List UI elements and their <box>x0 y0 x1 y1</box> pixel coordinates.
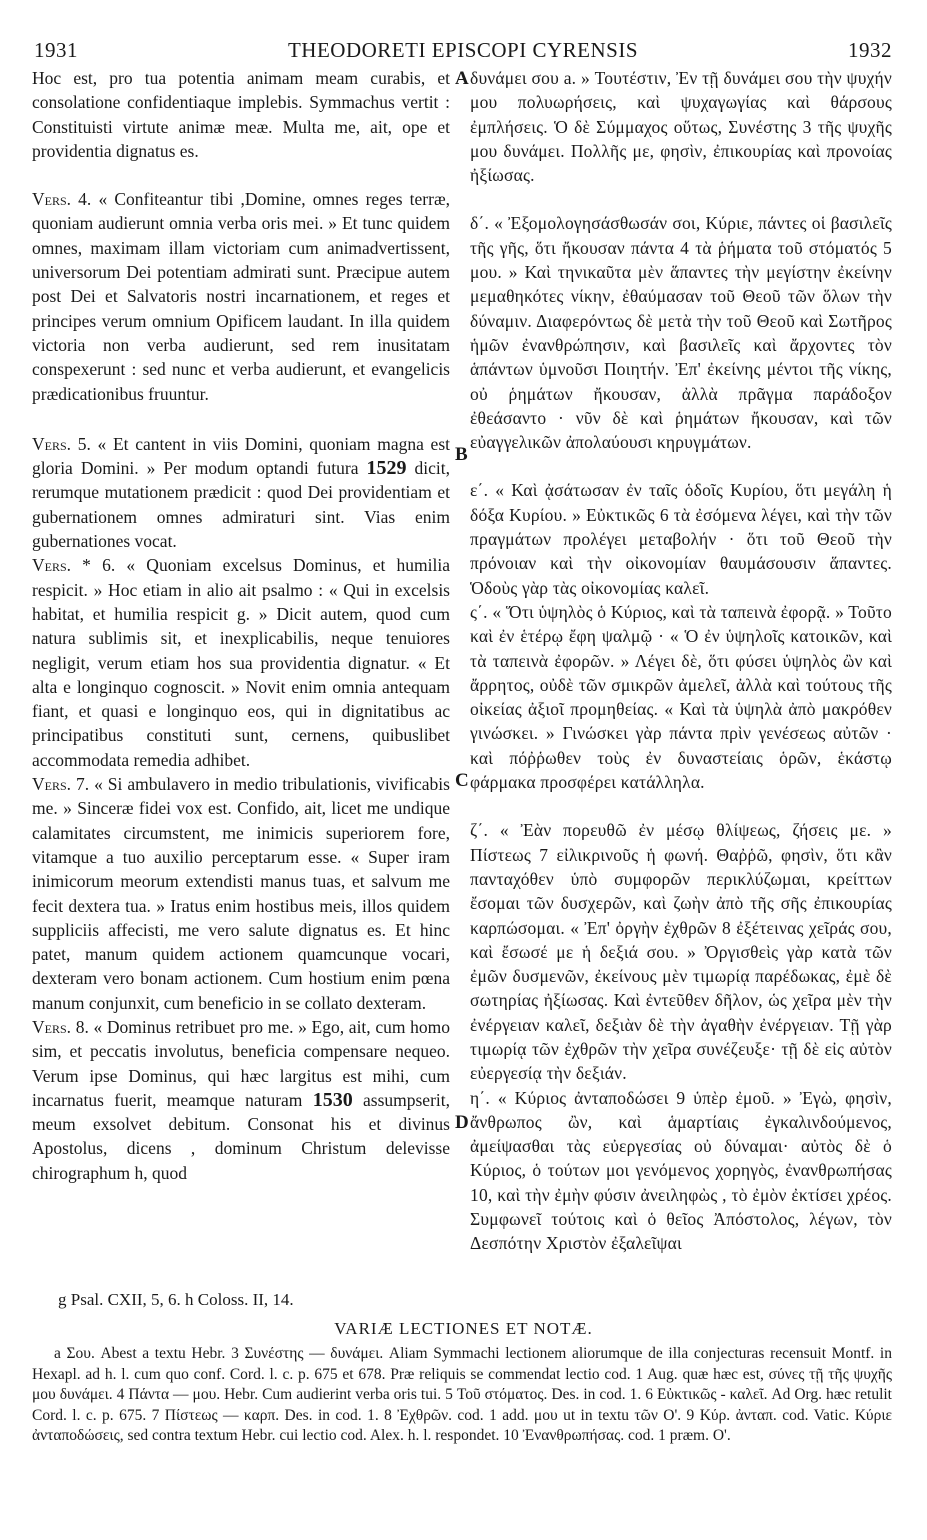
verse-label: Vers. 4. <box>32 189 92 210</box>
column-number: 1530 <box>312 1088 353 1111</box>
greek-column <box>470 66 892 1256</box>
verse-text: « Si ambulavero in medio tribulationis, vivificabis me. » Sinceræ fidei vox est. Confido, ait, licet me undique calamitates circumstent, me inimicis superiorem fore, vitamque a tuo auxilio perceptarum esse. « Super iram inimicorum meorum extendisti manus tuas, et salvum me fecit dextera tua. » Iratus enim hostibus meis, illos quidem suppliciis affecisti, me vero salute dignatus es. Et hinc patet, manum quidem actionem quamcunque vocari, dexteram vero bonam actionem. Cum hostium enim pœna manum conjunxit, cum beneficio in se collato dexteram. <box>32 774 450 1013</box>
verse-label: Vers. 8. <box>32 1016 89 1037</box>
verse-label: Vers. 7. <box>32 774 90 795</box>
latin-verse-7 <box>32 772 450 1015</box>
margin-marker-d: D <box>455 1112 469 1133</box>
verse-label: Vers. 5. <box>32 433 91 454</box>
page-header <box>34 38 892 68</box>
verse-text: « Confiteantur tibi ,Domine, omnes reges terræ, quoniam audierunt omnia verba oris mei. » Et tunc quidem omnes, maximam illam victoriam cum animadvertissent, universorum Dei potentiam admirati sunt. Præcipue autem post Dei et Salvatoris nostri incarnationem, et reges et principes verum omnium Opificem laudant. In illa quidem victoria non verba audierunt, sed rem inusitatam conspexerunt : sed nunc et verba audierunt, et evangelicis prædicationibus fruuntur. <box>32 189 451 404</box>
verse-text: dicit, rerumque mutationem prædicit : quod Dei providentiam et gubernationem omnes admiraturi sint. Vias enim gubernationes vocat. <box>32 458 451 552</box>
latin-verse-5 <box>32 432 450 553</box>
latin-paragraph: Hoc est, pro tua potentia animam meam curabis, et consolatione confidentiaque implebis. Symmachus vertit : Constituisti virtute animæ meæ. Multa me, ait, ope et providentia dignatus es. <box>32 68 450 161</box>
notes-text: a Σου. Abest a textu Hebr. 3 Συνέστης — δυνάμει. Aliam Symmachi lectionem aliorumque de illa conjecturas recensuit Montf. in Hexapl. ad h. l. cum quo conf. Cord. l. c. p. 675 et 678. Præ reliquis se commendat lectio cod. 1 Aug. quæ hæc est, σύνες τῇ τῆς ψυχῆς μου δυνάμει. 4 Πάντα — μου. Hebr. Cum audierint verba oris tui. 5 Τοῦ στόματος. Des. in cod. 1. 6 Εὐκτικῶς - καλεῖ. Ad Org. hæc retulit Cord. l. c. p. 675. 7 Πίστεως — καρπ. Des. in cod. 1. 8 Ἐχθρῶν. cod. 1 add. μου ut in textu τῶν O'. 9 Κύρ. ἀνταπ. cod. Vatic. Κύριε ἀνταποδώσεις, sed contra textum Hebr. cui lectio cod. Alex. h. l. respondet. 10 Ἐνανθρωπήσας. cod. 1 præm. O'. <box>32 1345 892 1444</box>
latin-column <box>32 66 450 1185</box>
margin-marker-b: B <box>455 444 468 465</box>
running-title: THEODORETI EPISCOPI CYRENSIS <box>287 38 639 62</box>
greek-verse-6: ς΄. « Ὅτι ὑψηλὸς ὁ Κύριος, καὶ τὰ ταπεινὰ ἐφορᾷ. » Τοῦτο καὶ ἐν ἑτέρῳ ἔφη ψαλμῷ · « Ὁ ἐν ὑψηλοῖς κατοικῶν, καὶ τὰ ταπεινὰ ἐφορῶν. » Λέγει δὲ, ὅτι φύσει ὑψηλὸς ὢν καὶ ἄρρητος, οὐδὲ τῶν σμικρῶν ἀμελεῖ, ἀλλὰ καὶ τούτους τῆς οἰκείας ἀξιοῖ προμηθείας. « Καὶ τὰ ὑψηλὰ ἀπὸ μακρόθεν γινώσκει. » Γινώσκει γὰρ πάντα πρὶν γενέσεως αὐτῶν · καὶ πόῤῥωθεν τοὺς ἐν δυναστείαις ὁρῶν, ἑκάστῳ φάρμακα προσφέρει κατάλληλα. <box>470 601 892 793</box>
notes-block <box>32 1344 892 1447</box>
latin-verse-8 <box>32 1015 450 1185</box>
verse-text: « Et cantent in viis Domini, quoniam magna est gloria Domini. » Per modum optandi futura <box>32 433 450 479</box>
verse-text: assumpserit, meum exsolvet debitum. Consonat his et divinus Apostolus, dicens , dominum Christum delevisse chirographum h, quod <box>32 1089 451 1183</box>
margin-marker-a: A <box>455 68 469 89</box>
page-number-right: 1932 <box>848 38 892 62</box>
greek-paragraph: δυνάμει σου a. » Τουτέστιν, Ἐν τῇ δυνάμει σου τὴν ψυχήν μου πολυωρήσεις, καὶ ψυχαγωγίας καὶ θάρσους ἐμπλήσεις. Ὁ δὲ Σύμμαχος οὕτως, Συνέστης 3 τῆς ψυχῆς μου δυνάμει. Πολλῆς με, φησὶν, ἐπικουρίας καὶ προνοίας ἠξίωσας. <box>470 68 892 186</box>
latin-verse-4 <box>32 187 450 406</box>
column-number: 1529 <box>366 457 407 480</box>
greek-verse-8: η΄. « Κύριος ἀνταποδώσει 9 ὑπὲρ ἐμοῦ. » Ἐγὼ, φησὶν, ἄνθρωπος ὢν, καὶ ἁμαρτίαις ἐγκαλινδούμενος, ἀμείψασθαι τὰς εὐεργεσίας οὐ δύναμαι· αὐτὸς δὲ ὁ Κύριος, ὁ τούτων μοι γενόμενος χορηγὸς, ἐνανθρωπήσας 10, καὶ τὴν ἐμὴν φύσιν ἀνειληφὼς , τὸ ἐμὸν ἐκτίσει χρέος. Συμφωνεῖ τούτοις καὶ ὁ θεῖος Ἀπόστολος, λέγων, τὸν Δεσπότην Χριστὸν ἐξαλεῖψαι <box>470 1087 892 1254</box>
greek-verse-5: ε΄. « Καὶ ᾀσάτωσαν ἐν ταῖς ὁδοῖς Κυρίου, ὅτι μεγάλη ἡ δόξα Κυρίου. » Εὐκτικῶς 6 τὰ ἐσόμενα λέγει, καὶ τὴν τῶν πραγμάτων προλέγει μεταβολήν · ὅτι τοῦ Θεοῦ τὴν πρόνοιαν καὶ τὴν οἰκονομίαν θαυμάσουσιν ἅπαντες. Ὁδοὺς γὰρ τὰς οἰκονομίας καλεῖ. <box>470 480 892 598</box>
verse-text: « Dominus retribuet pro me. » Ego, ait, cum homo sim, et peccatis involutus, beneficia compensare nequeo. Verum ipse Dominus, qui hæc largitus est mihi, cum incarnatus fuerit, meamque naturam <box>32 1016 450 1110</box>
margin-marker-c: C <box>455 770 469 791</box>
scripture-footnotes: g Psal. CXII, 5, 6. h Coloss. II, 14. <box>58 1290 294 1309</box>
greek-verse-4: δ΄. « Ἐξομολογησάσθωσάν σοι, Κύριε, πάντες οἱ βασιλεῖς τῆς γῆς, ὅτι ἤκουσαν πάντα 4 τὰ ῥήματα τοῦ στόματός 5 μου. » Καὶ τηνικαῦτα μὲν ἅπαντες τὴν μεγίστην ἐκείνην μεμαθηκότες νίκην, ἐθαύμασαν τοῦ Θεοῦ τῶν ὅλων τὴν δύναμιν. Διαφερόντως δὲ μετὰ τὴν τοῦ Θεοῦ καὶ Σωτῆρος ἡμῶν ἐνανθρώπησιν, καὶ βασιλεῖς καὶ ἄρχοντες τὸν ἁπάντων ὑμνοῦσι Ποιητήν. Ἐπ' ἐκείνης μέντοι τῆς νίκης, οὐ ῥημάτων ἤκουσαν, ἀλλὰ πρᾶγμα παράδοξον ἐθεάσαντο · νῦν δὲ καὶ ῥημάτων ἤκουσαν, καὶ τῶν εὐαγγελικῶν ἀπολαύουσι κηρυγμάτων. <box>470 213 892 453</box>
greek-verse-7: ζ΄. « Ἐὰν πορευθῶ ἐν μέσῳ θλίψεως, ζήσεις με. » Πίστεως 7 εἰλικρινοῦς ἡ φωνή. Θαῤῥῶ, φησὶν, ὅτι κἂν πανταχόθεν ὑπὸ συμφορῶν περικλύζωμαι, κρείττων ἔσομαι τῶν δυσχερῶν, καὶ ζωὴν ἀπὸ τῆς σῆς ἐπικουρίας καρπώσομαι. « Ἐπ' ὀργὴν ἐχθρῶν 8 ἐξέτεινας χεῖράς σου, καὶ ἔσωσέ με ἡ δεξιά σου. » Ὀργισθεὶς γὰρ κατὰ τῶν ἐμῶν δυσμενῶν, ἐκείνους μὲν τιμωρίᾳ παρέδωκας, ἐμὲ δὲ σωτηρίας ἠξίωσας. Καὶ ἐντεῦθεν δῆλον, ὡς χεῖρα μὲν τὴν ἐνέργειαν καλεῖ, δεξιὰν δὲ τὴν ἀγαθὴν ἐνέργειαν. Τῇ γὰρ τιμωρίᾳ τῶν ἐχθρῶν τὴν χεῖρα συνέζευξε· τῇ δὲ εἰς αὐτὸν εὐεργεσίᾳ τὴν δεξιάν. <box>470 820 892 1084</box>
notes-heading: VARIÆ LECTIONES ET NOTÆ. <box>334 1319 593 1338</box>
latin-verse-6 <box>32 553 450 772</box>
page-number-left: 1931 <box>34 38 78 62</box>
verse-text: « Quoniam excelsus Dominus, et humilia respicit. » Hoc etiam in alio ait psalmo : « Qui in excelsis habitat, et humilia respicit g. » Dicit autem, quod cum natura sublimis sit, et inexplicabilis, neque tenuiores negligit, verum etiam hos sua providentia dignatur. « Et alta e longinquo cognoscit. » Novit enim omnia antequam fiant, et quasi e longinquo eos, qui in dignitatibus ac principatibus constituti sunt, cernens, quibuslibet accommodata remedia adhibet. <box>32 555 450 770</box>
verse-label: Vers. * 6. <box>32 555 116 576</box>
